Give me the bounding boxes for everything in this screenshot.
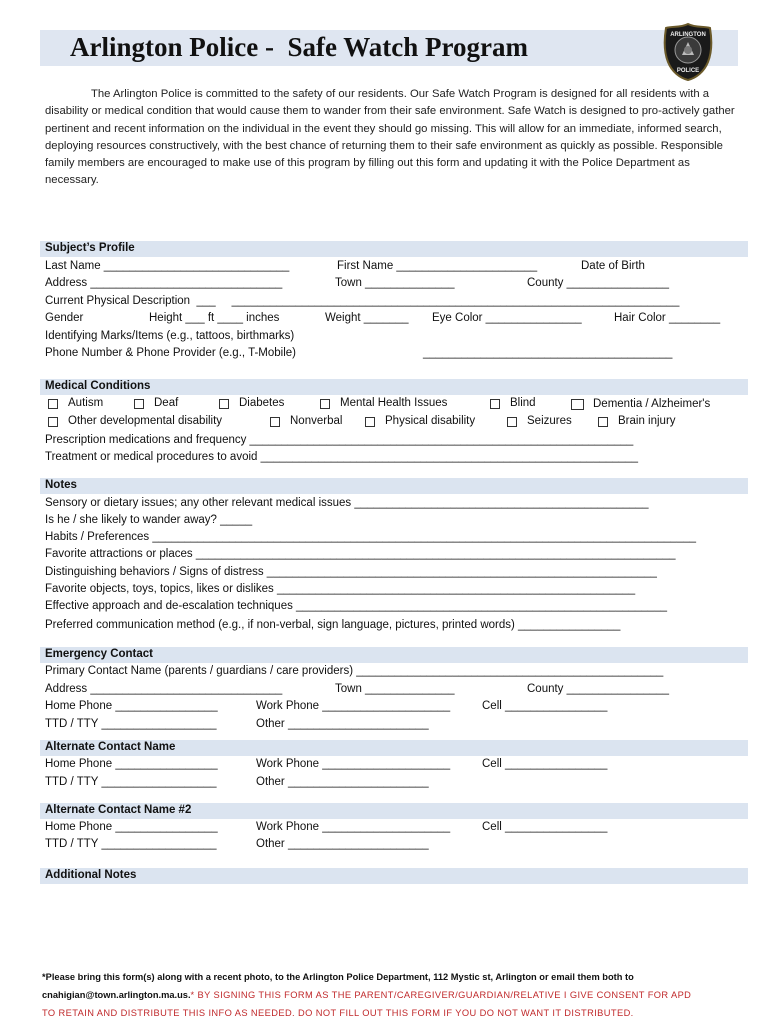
mental-health-checkbox[interactable] [320,399,330,409]
brain-injury-label: Brain injury [618,415,676,427]
medical-heading: Medical Conditions [45,380,151,392]
footer-consent-text2: TO RETAIN AND DISTRIBUTE THIS INFO AS NEEDED. DO NOT FILL OUT THIS FORM IF YOU DO NOT WANT IT DISTRIBUTED. [42,1008,634,1018]
emergency-county-field[interactable]: County ________________ [527,683,669,695]
alternate-tty-field[interactable]: TTD / TTY __________________ [45,776,217,788]
physical-disability-checkbox[interactable] [365,417,375,427]
additional-notes-heading: Additional Notes [45,869,137,881]
alternate-other-field[interactable]: Other ______________________ [256,776,429,788]
alternate-heading: Alternate Contact Name [45,741,176,753]
alternate2-cell-field[interactable]: Cell ________________ [482,821,608,833]
subject-heading: Subject’s Profile [45,242,135,254]
police-badge-icon [662,22,714,82]
alternate2-work-phone-field[interactable]: Work Phone ____________________ [256,821,451,833]
notes-line[interactable]: Favorite objects, toys, topics, likes or dislikes ________________________________________________________ [45,583,636,595]
physical-description-field[interactable]: Current Physical Description ___ ______________________________________________________________________ [45,295,680,307]
eye-color-field[interactable]: Eye Color _______________ [432,312,582,324]
other-developmental-checkbox[interactable] [48,417,58,427]
alternate-cell-field[interactable]: Cell ________________ [482,758,608,770]
emergency-cell-field[interactable]: Cell ________________ [482,700,608,712]
seizures-checkbox[interactable] [507,417,517,427]
emergency-tty-field[interactable]: TTD / TTY __________________ [45,718,217,730]
primary-contact-field[interactable]: Primary Contact Name (parents / guardians / care providers) ________________________________________________ [45,665,664,677]
emergency-home-phone-field[interactable]: Home Phone ________________ [45,700,218,712]
notes-line[interactable]: Distinguishing behaviors / Signs of distress _____________________________________________________________ [45,566,657,578]
town-field[interactable]: Town ______________ [335,277,455,289]
height-field[interactable]: Height ___ ft ____ inches [149,312,280,324]
county-field[interactable]: County ________________ [527,277,669,289]
diabetes-checkbox[interactable] [219,399,229,409]
other-developmental-label: Other developmental disability [68,415,223,427]
prescription-field[interactable]: Prescription medications and frequency ____________________________________________________________ [45,434,634,446]
notes-line[interactable]: Is he / she likely to wander away? _____ [45,514,253,526]
page-title: Arlington Police - Safe Watch Program [70,32,528,62]
footer-consent-line1 [42,990,691,1000]
svg-text:POLICE: POLICE [676,68,700,74]
footer-consent-text1: * BY SIGNING THIS FORM AS THE PARENT/CAREGIVER/GUARDIAN/RELATIVE I GIVE CONSENT FOR APD [190,990,692,1000]
alternate2-other-field[interactable]: Other ______________________ [256,838,429,850]
footer-instructions [42,972,634,982]
weight-field[interactable]: Weight _______ [325,312,409,324]
notes-line[interactable]: Sensory or dietary issues; any other relevant medical issues ______________________________________________ [45,497,649,509]
emergency-heading: Emergency Contact [45,648,154,660]
nonverbal-checkbox[interactable] [270,417,280,427]
gender-field[interactable]: Gender [45,312,84,324]
emergency-address-field[interactable]: Address ______________________________ [45,683,283,695]
footer-consent-line2 [42,1008,634,1018]
notes-line[interactable]: Habits / Preferences _____________________________________________________________________________________ [45,531,697,543]
footer-email: cnahigian@town.arlington.ma.us. [42,990,191,1000]
brain-injury-checkbox[interactable] [598,417,608,427]
footer-instructions-text: *Please bring this form(s) along with a recent photo, to the Arlington Police Department, 112 Mystic st, Arlington or email them both to [42,972,634,982]
nonverbal-label: Nonverbal [290,415,343,427]
treatment-field[interactable]: Treatment or medical procedures to avoid ___________________________________________________________ [45,451,638,463]
autism-label: Autism [68,397,104,409]
last-name-field[interactable]: Last Name _____________________________ [45,260,290,272]
notes-heading: Notes [45,479,77,491]
dob-field[interactable]: Date of Birth [581,260,645,272]
emergency-other-field[interactable]: Other ______________________ [256,718,429,730]
dementia-checkbox[interactable] [571,399,584,410]
alternate2-home-phone-field[interactable]: Home Phone ________________ [45,821,218,833]
physical-disability-label: Physical disability [385,415,476,427]
intro-paragraph: The Arlington Police is committed to the safety of our residents. Our Safe Watch Program is designed for all residents with a disability or medical condition that would cause them to wander from their safe environment. Safe Watch is designed to pro-actively gather pertinent and recent information on the individual in the event they should go missing. This will allow for an immediate, informed search, deploying resources constructively, with the best chance of returning them to their safe environment as quickly as possible. Responsible family members are encouraged to make use of this program by filling out this form and updating it with the Police Department as necessary. [45,88,735,187]
emergency-town-field[interactable]: Town ______________ [335,683,455,695]
first-name-field[interactable]: First Name ______________________ [337,260,538,272]
notes-section-bar [40,478,748,494]
subject-section-bar [40,241,748,257]
alternate2-heading: Alternate Contact Name #2 [45,804,192,816]
dementia-label: Dementia / Alzheimer's [593,398,711,410]
alternate2-tty-field[interactable]: TTD / TTY __________________ [45,838,217,850]
additional-notes-section-bar [40,868,748,884]
notes-line[interactable]: Preferred communication method (e.g., if non-verbal, sign language, pictures, printed words) ________________ [45,619,621,631]
autism-checkbox[interactable] [48,399,58,409]
notes-line[interactable]: Favorite attractions or places ___________________________________________________________________________ [45,548,676,560]
deaf-checkbox[interactable] [134,399,144,409]
phone-provider-label: Phone Number & Phone Provider (e.g., T-Mobile) [45,347,296,359]
notes-line[interactable]: Effective approach and de-escalation techniques __________________________________________________________ [45,600,667,612]
mental-health-label: Mental Health Issues [340,397,448,409]
blind-checkbox[interactable] [490,399,500,409]
emergency-work-phone-field[interactable]: Work Phone ____________________ [256,700,451,712]
identifying-marks-label[interactable]: Identifying Marks/Items (e.g., tattoos, birthmarks) [45,330,295,342]
blind-label: Blind [510,397,536,409]
deaf-label: Deaf [154,397,179,409]
phone-provider-field[interactable]: _______________________________________ [423,347,673,359]
hair-color-field[interactable]: Hair Color ________ [614,312,721,324]
address-field[interactable]: Address ______________________________ [45,277,283,289]
alternate-home-phone-field[interactable]: Home Phone ________________ [45,758,218,770]
diabetes-label: Diabetes [239,397,285,409]
svg-text:ARLINGTON: ARLINGTON [670,32,706,38]
alternate-work-phone-field[interactable]: Work Phone ____________________ [256,758,451,770]
seizures-label: Seizures [527,415,572,427]
